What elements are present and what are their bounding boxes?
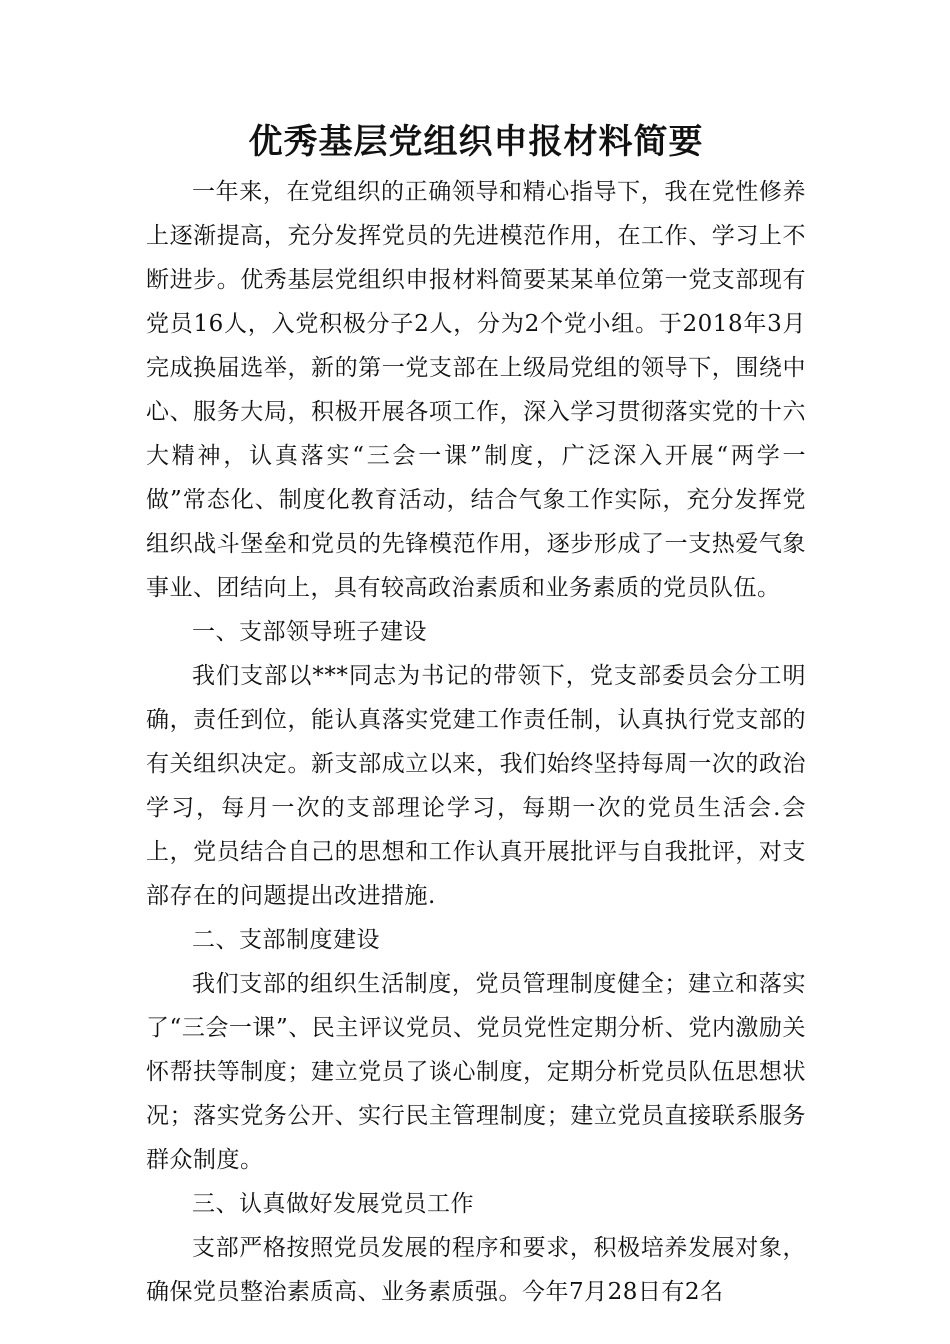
section-heading-leadership: 一、支部领导班子建设 (192, 619, 427, 645)
intro-paragraph: 一年来，在党组织的正确领导和精心指导下，我在党性修养上逐渐提高，充分发挥党员的先进模范作用，在工作、学习上不断进步。优秀基层党组织申报材料简要某某单位第一党支部现有党员16人，入党积极分子2人，分为2个党小组。于2018年3月完成换届选举，新的第一党支部在上级局党组的领导下，围绕中心、服务大局，积极开展各项工作，深入学习贯彻落实党的十六大精神，认真落实“三会一课”制度，广泛深入开展“两学一做”常态化、制度化教育活动，结合气象工作实际，充分发挥党组织战斗堡垒和党员的先锋模范作用，逐步形成了一支热爱气象事业、团结向上，具有较高政治素质和业务素质的党员队伍。 (146, 179, 806, 601)
document-title: 优秀基层党组织申报材料简要 (248, 122, 704, 162)
leadership-paragraph: 我们支部以***同志为书记的带领下，党支部委员会分工明确，责任到位，能认真落实党建工作责任制，认真执行党支部的有关组织决定。新支部成立以来，我们始终坚持每周一次的政治学习，每月一次的支部理论学习，每期一次的党员生活会.会上，党员结合自己的思想和工作认真开展批评与自我批评，对支部存在的问题提出改进措施. (146, 663, 806, 909)
section-heading-system: 二、支部制度建设 (192, 927, 380, 953)
section-heading-member-development: 三、认真做好发展党员工作 (192, 1191, 474, 1217)
system-paragraph: 我们支部的组织生活制度，党员管理制度健全；建立和落实了“三会一课”、民主评议党员、党员党性定期分析、党内激励关怀帮扶等制度；建立党员了谈心制度，定期分析党员队伍思想状况；落实党务公开、实行民主管理制度；建立党员直接联系服务群众制度。 (146, 971, 806, 1173)
member-development-paragraph: 支部严格按照党员发展的程序和要求，积极培养发展对象，确保党员整治素质高、业务素质强。今年7月28日有2名 (146, 1235, 806, 1305)
document-page (146, 118, 806, 1314)
